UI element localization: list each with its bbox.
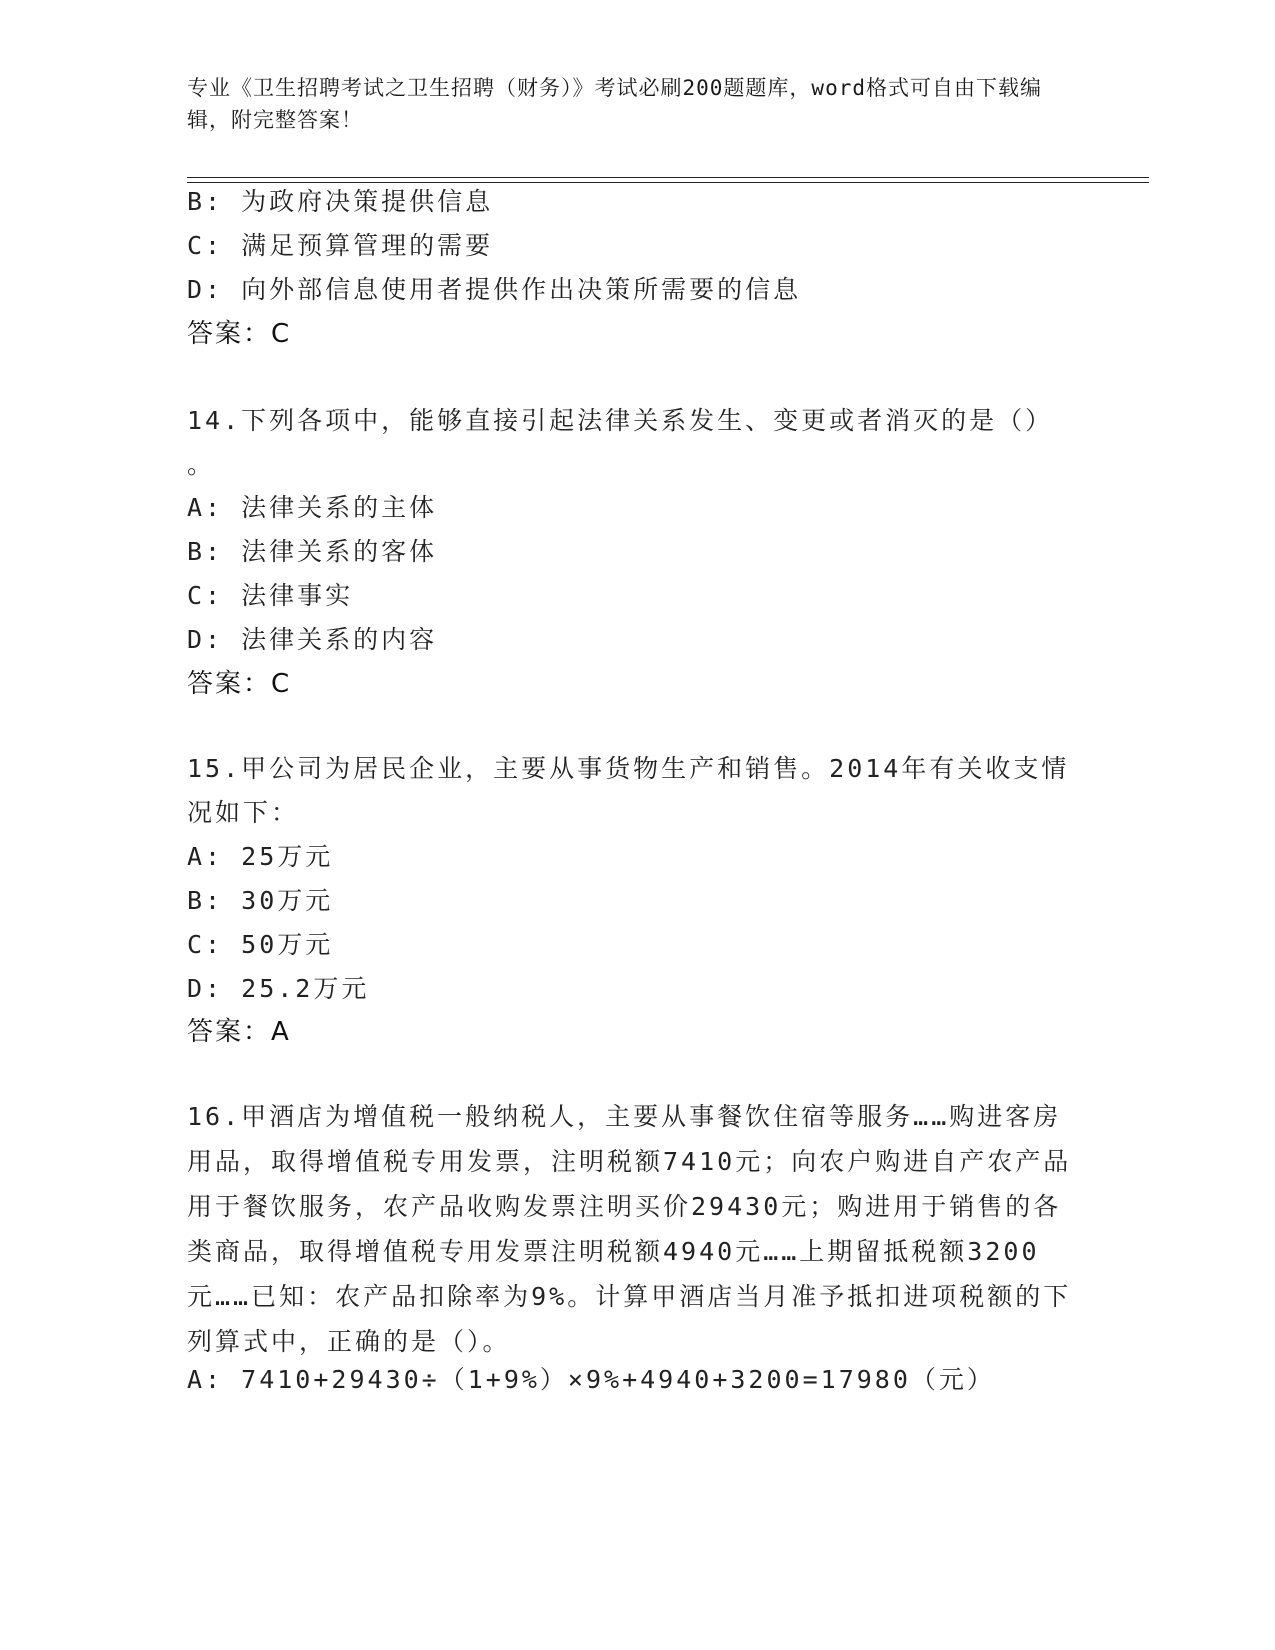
q14-stem-end: 。 — [187, 450, 216, 479]
header-divider-bottom — [187, 182, 1149, 183]
q15-stem-cont: 况如下： — [187, 798, 300, 827]
q14-option-a: A: 法律关系的主体 — [187, 493, 438, 522]
q14-stem: 14.下列各项中，能够直接引起法律关系发生、变更或者消灭的是（） — [187, 406, 1054, 435]
q14-option-c: C: 法律事实 — [187, 581, 354, 610]
q13-option-c: C: 满足预算管理的需要 — [187, 231, 494, 260]
q15-option-d: D: 25.2万元 — [187, 974, 370, 1003]
document-header: 专业《卫生招聘考试之卫生招聘（财务）》考试必刷200题题库，word格式可自由下载编辑，附完整答案！ — [187, 76, 1042, 132]
q16-stem: 16.甲酒店为增值税一般纳税人，主要从事餐饮住宿等服务……购进客房用品，取得增值税专用发票，注明税额7410元；向农户购进自产农产品用于餐饮服务，农产品收购发票注明买价29430元；购进用于销售的各类商品，取得增值税专用发票注明税额4940元……上期留抵税额3200元……已知：农产品扣除率为9%。计算甲酒店当月准予抵扣进项税额的下列算式中，正确的是（）。 — [187, 1102, 1072, 1356]
q13-option-d: D: 向外部信息使用者提供作出决策所需要的信息 — [187, 275, 802, 304]
q16-option-a: A: 7410+29430÷（1+9%）×9%+4940+3200=17980（元） — [187, 1365, 995, 1394]
q15-option-b: B: 30万元 — [187, 886, 334, 915]
q13-answer: 答案：C — [187, 319, 292, 349]
q15-option-c: C: 50万元 — [187, 930, 334, 959]
header-divider-top — [187, 177, 1149, 178]
q13-option-b: B: 为政府决策提供信息 — [187, 187, 494, 216]
q15-option-a: A: 25万元 — [187, 842, 334, 871]
q14-option-b: B: 法律关系的客体 — [187, 537, 438, 566]
q15-answer: 答案：A — [187, 1017, 291, 1047]
q15-stem: 15.甲公司为居民企业，主要从事货物生产和销售。2014年有关收支情 — [187, 754, 1070, 783]
q14-answer: 答案：C — [187, 669, 292, 699]
q14-option-d: D: 法律关系的内容 — [187, 625, 438, 654]
